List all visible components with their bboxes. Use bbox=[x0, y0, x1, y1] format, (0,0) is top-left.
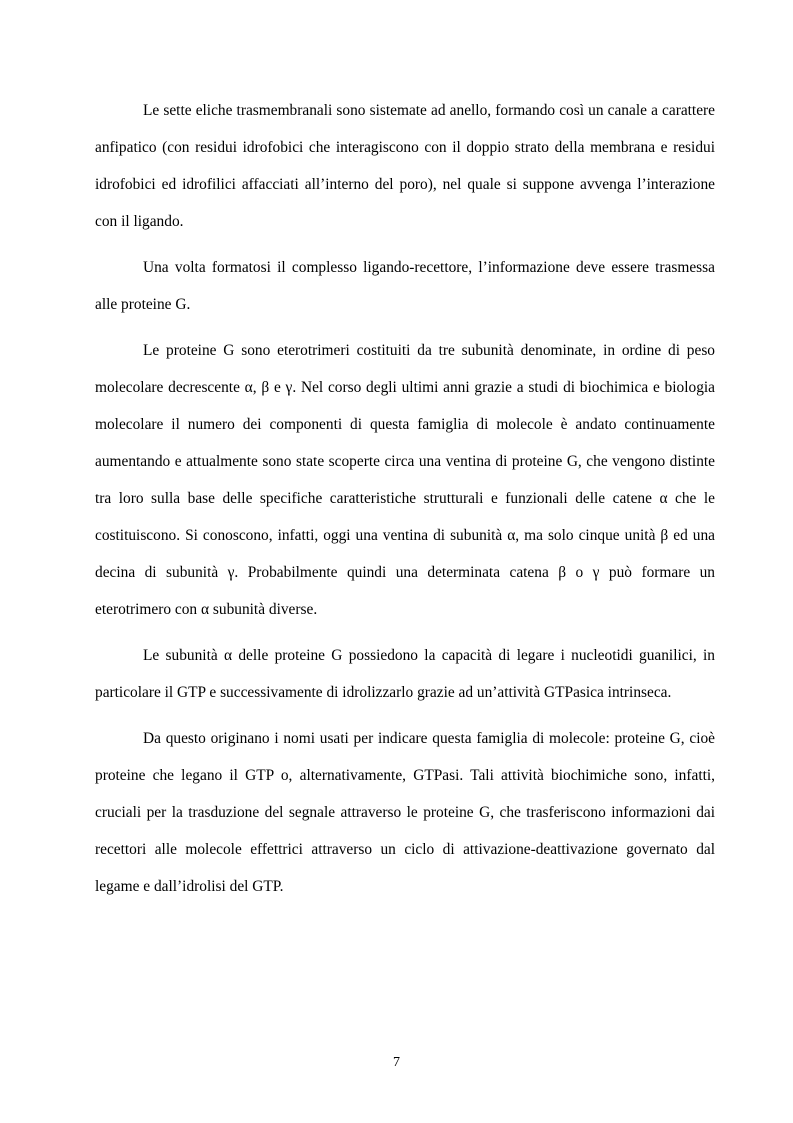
paragraph-1: Le sette eliche trasmembranali sono sistemate ad anello, formando così un canale a carattere anfipatico (con residui idrofobici che interagiscono con il doppio strato della membrana e residui idrofobici ed idrofilici affacciati all’interno del poro), nel quale si suppone avvenga l’interazione con il ligando. bbox=[95, 102, 715, 230]
paragraph-3: Le proteine G sono eterotrimeri costituiti da tre subunità denominate, in ordine di peso molecolare decrescente α, β e γ. Nel corso degli ultimi anni grazie a studi di biochimica e biologia molecolare il numero dei componenti di questa famiglia di molecole è andato continuamente aumentando e attualmente sono state scoperte circa una ventina di proteine G, che vengono distinte tra loro sulla base delle specifiche caratteristiche strutturali e funzionali delle catene α che le costituiscono. Si conoscono, infatti, oggi una ventina di subunità α, ma solo cinque unità β ed una decina di subunità γ. Probabilmente quindi una determinata catena β o γ può formare un eterotrimero con α subunità diverse. bbox=[95, 342, 715, 618]
body-text bbox=[95, 92, 715, 914]
paragraph-2: Una volta formatosi il complesso ligando-recettore, l’informazione deve essere trasmessa alle proteine G. bbox=[95, 259, 715, 313]
paragraph-5: Da questo originano i nomi usati per indicare questa famiglia di molecole: proteine G, cioè proteine che legano il GTP o, alternativamente, GTPasi. Tali attività biochimiche sono, infatti, cruciali per la trasduzione del segnale attraverso le proteine G, che trasferiscono informazioni dai recettori alle molecole effettrici attraverso un ciclo di attivazione-deattivazione governato dal legame e dall’idrolisi del GTP. bbox=[95, 730, 715, 895]
page-number: 7 bbox=[393, 1055, 400, 1070]
paragraph-4: Le subunità α delle proteine G possiedono la capacità di legare i nucleotidi guanilici, in particolare il GTP e successivamente di idrolizzarlo grazie ad un’attività GTPasica intrinseca. bbox=[95, 647, 715, 701]
